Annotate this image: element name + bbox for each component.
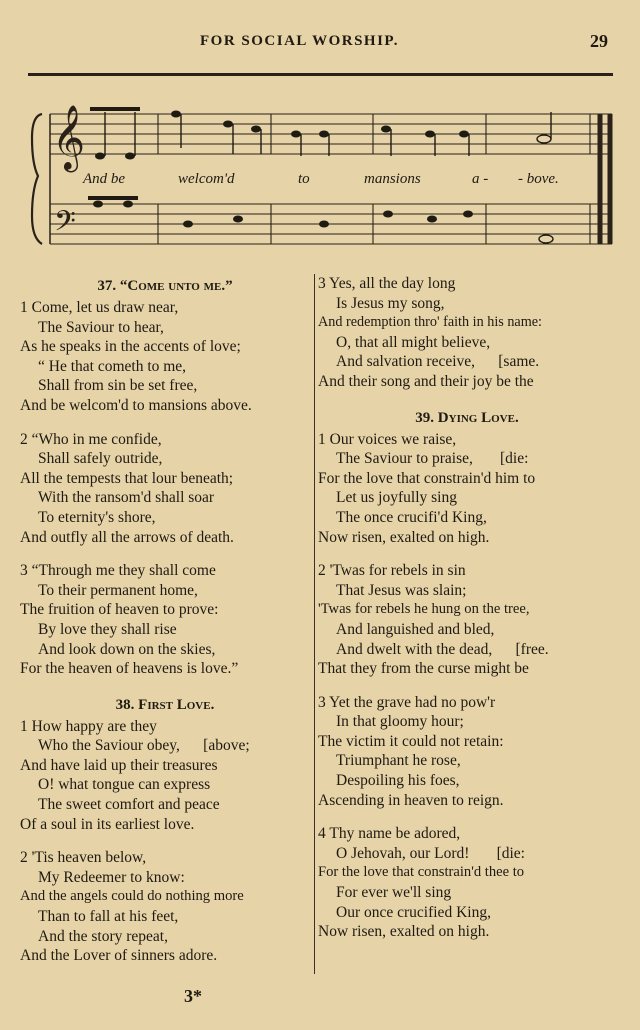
right-column <box>318 274 616 956</box>
verse-line: The Saviour to hear, <box>38 318 164 336</box>
verse-line: 3 “Through me they shall come <box>20 562 216 580</box>
stanza <box>318 430 616 548</box>
verse-line: Triumphant he rose, <box>336 752 461 770</box>
verse-line: For ever we'll sing <box>336 884 452 902</box>
verse-line: To their permanent home, <box>38 581 198 599</box>
verse-line: 'Twas for rebels he hung on the tree, <box>318 601 530 618</box>
verse-line: Of a soul in its earliest love. <box>20 815 195 833</box>
lyric-syllable: mansions <box>364 171 421 187</box>
stanza <box>318 274 616 392</box>
verse-line: And have laid up their treasures <box>20 756 218 774</box>
verse-line: O! what tongue can express <box>38 776 211 794</box>
verse-line: And their song and their joy be the <box>318 372 534 390</box>
stanza <box>20 561 310 679</box>
verse-line: O Jehovah, our Lord! [die: <box>336 844 525 862</box>
verse-line: Is Jesus my song, <box>336 294 445 312</box>
column-divider <box>314 274 315 974</box>
verse-line: That they from the curse might be <box>318 660 529 678</box>
signature-mark: 3* <box>184 986 202 1006</box>
stanza <box>20 717 310 835</box>
verse-line: And languished and bled, <box>336 620 495 638</box>
verse-line: The Saviour to praise, [die: <box>336 450 529 468</box>
verse-line: Let us joyfully sing <box>336 489 457 507</box>
verse-line: And the Lover of sinners adore. <box>20 947 218 965</box>
verse-line: And outfly all the arrows of death. <box>20 528 234 546</box>
verse-line: All the tempests that lour beneath; <box>20 469 234 487</box>
verse-line: 1 Our voices we raise, <box>318 430 457 448</box>
stanza <box>318 693 616 811</box>
left-column <box>20 274 310 980</box>
verse-line: 3 Yes, all the day long <box>318 275 456 292</box>
verse-line: 1 How happy are they <box>20 717 157 735</box>
page-number: 29 <box>590 31 608 51</box>
verse-line: My Redeemer to know: <box>38 868 185 886</box>
hymn-title: 39. Dying Love. <box>415 409 519 426</box>
stanza <box>318 561 616 679</box>
verse-line: Who the Saviour obey, [above; <box>38 737 250 755</box>
verse-line: And the story repeat, <box>38 927 168 945</box>
lyric-syllable: And be <box>83 171 126 187</box>
stanza <box>20 298 310 416</box>
verse-line: O, that all might believe, <box>336 333 491 351</box>
verse-line: The sweet comfort and peace <box>38 796 220 814</box>
treble-clef-icon: 𝄞 <box>52 105 86 170</box>
verse-line: Our once crucified King, <box>336 903 491 921</box>
verse-line: And salvation receive, [same. <box>336 353 540 371</box>
verse-line: Shall safely outride, <box>38 450 163 468</box>
verse-line: And look down on the skies, <box>38 640 216 658</box>
lyric-syllable: to <box>298 171 310 187</box>
hymn-title: 38. First Love. <box>115 696 215 713</box>
verse-line: 2 “Who in me confide, <box>20 430 162 448</box>
hymn-title: 37. “Come unto me.” <box>97 278 233 294</box>
verse-line: To eternity's shore, <box>38 508 156 526</box>
verse-line: Despoiling his foes, <box>336 772 460 790</box>
lyric-syllable: welcom'd <box>178 171 235 187</box>
verse-line: With the ransom'd shall soar <box>38 489 215 507</box>
lyric-syllable: a - <box>472 171 489 187</box>
verse-line: As he speaks in the accents of love; <box>20 338 241 356</box>
verse-line: Shall from sin be set free, <box>38 377 198 395</box>
verse-line: For the love that constrain'd him to <box>318 469 536 487</box>
verse-line: For the heaven of heavens is love.” <box>20 660 239 678</box>
verse-line: Now risen, exalted on high. <box>318 528 490 546</box>
verse-line: 4 Thy name be adored, <box>318 825 461 843</box>
verse-line: 3 Yet the grave had no pow'r <box>318 693 496 711</box>
stanza <box>20 848 310 966</box>
verse-line: For the love that constrain'd thee to <box>318 864 525 881</box>
verse-line: That Jesus was slain; <box>336 581 467 599</box>
verse-line: 2 'Twas for rebels in sin <box>318 562 466 580</box>
verse-line: By love they shall rise <box>38 620 177 638</box>
verse-line: In that gloomy hour; <box>336 713 464 731</box>
verse-line: And redemption thro' faith in his name: <box>318 314 542 331</box>
lyric-syllable: - bove. <box>518 171 559 187</box>
music-lyrics <box>28 171 618 191</box>
running-head <box>0 33 640 57</box>
verse-line: And the angels could do nothing more <box>20 888 244 905</box>
verse-line: And dwelt with the dead, [free. <box>336 640 549 658</box>
verse-line: 2 'Tis heaven below, <box>20 849 147 867</box>
verse-line: Now risen, exalted on high. <box>318 923 490 941</box>
verse-line: Ascending in heaven to reign. <box>318 791 504 809</box>
verse-line: Than to fall at his feet, <box>38 908 179 926</box>
verse-line: The fruition of heaven to prove: <box>20 601 219 619</box>
bass-clef-icon: 𝄢 <box>54 205 76 245</box>
running-title: FOR SOCIAL WORSHIP. <box>200 33 399 49</box>
stanza <box>20 430 310 548</box>
verse-line: “ He that cometh to me, <box>38 357 187 375</box>
verse-line: And be welcom'd to mansions above. <box>20 396 252 414</box>
verse-line: The victim it could not retain: <box>318 732 504 750</box>
stanza <box>318 824 616 942</box>
header-rule <box>28 73 613 76</box>
verse-line: 1 Come, let us draw near, <box>20 299 179 316</box>
verse-line: The once crucifi'd King, <box>336 508 487 526</box>
